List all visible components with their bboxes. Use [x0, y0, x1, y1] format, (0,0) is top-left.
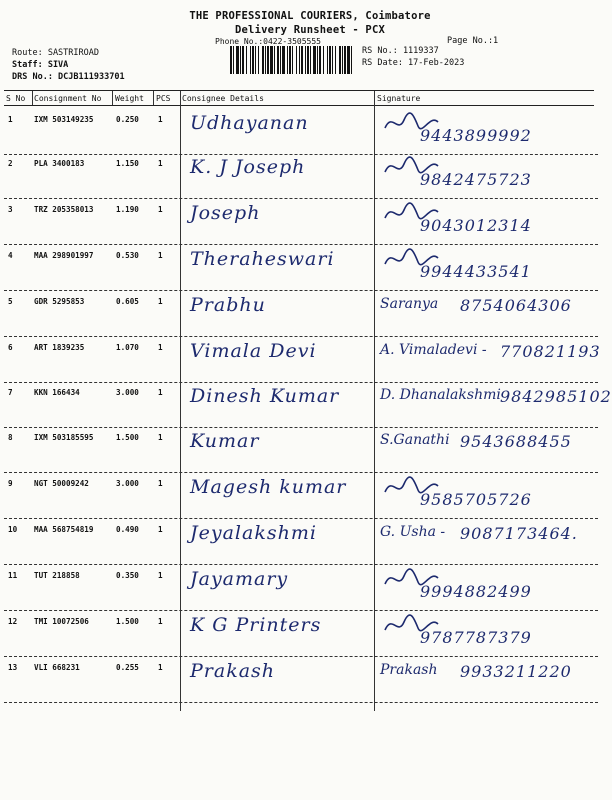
row-consignee-handwritten: Magesh kumar — [190, 476, 347, 498]
row-consignee-handwritten: K G Printers — [190, 614, 322, 636]
row-separator — [4, 427, 598, 428]
row-separator — [4, 610, 598, 611]
row-weight: 0.350 — [116, 571, 139, 580]
row-separator — [4, 472, 598, 473]
row-weight: 0.255 — [116, 663, 139, 672]
row-signature-phone: 9994882499 — [420, 582, 532, 601]
row-pcs: 1 — [158, 205, 163, 214]
row-pcs: 1 — [158, 525, 163, 534]
row-weight: 0.490 — [116, 525, 139, 534]
col-divider-signature — [374, 91, 375, 711]
staff: Staff: SIVA — [12, 60, 69, 70]
row-weight: 0.605 — [116, 297, 139, 306]
phone-number: Phone No.:0422-3505555 — [215, 37, 321, 46]
drs-number: DRS No.: DCJB111933701 — [12, 72, 125, 82]
row-signature-phone: 9933211220 — [460, 662, 572, 681]
row-consignment-no: TRZ 205358013 — [34, 205, 94, 214]
row-weight: 1.500 — [116, 617, 139, 626]
row-consignee-handwritten: Prakash — [190, 660, 276, 682]
row-consignment-no: MAA 298901997 — [34, 251, 94, 260]
row-separator — [4, 656, 598, 657]
row-consignment-no: IXM 503185595 — [34, 433, 94, 442]
row-signature-phone: 9842985102 — [500, 387, 612, 406]
row-pcs: 1 — [158, 663, 163, 672]
row-signature-phone: 9585705726 — [420, 490, 532, 509]
company-title: THE PROFESSIONAL COURIERS, Coimbatore — [189, 10, 431, 22]
row-sno: 5 — [8, 297, 13, 306]
row-separator — [4, 518, 598, 519]
row-weight: 3.000 — [116, 479, 139, 488]
row-sno: 13 — [8, 663, 18, 672]
row-separator — [4, 564, 598, 565]
col-header-weight: Weight — [115, 94, 144, 103]
row-sno: 11 — [8, 571, 18, 580]
row-consignment-no: MAA 568754819 — [34, 525, 94, 534]
row-pcs: 1 — [158, 433, 163, 442]
table-header-rule — [4, 105, 594, 106]
barcode — [230, 46, 354, 74]
row-sno: 3 — [8, 205, 13, 214]
row-consignment-no: ART 1839235 — [34, 343, 85, 352]
row-signature-phone: 9787787379 — [420, 628, 532, 647]
row-sno: 9 — [8, 479, 13, 488]
page-number: Page No.:1 — [447, 36, 499, 46]
runsheet-subtitle: Delivery Runsheet - PCX — [235, 24, 385, 36]
col-divider — [32, 91, 33, 105]
col-header-sno: S No — [6, 94, 26, 103]
row-consignment-no: VLI 668231 — [34, 663, 80, 672]
row-signature-text: D. Dhanalakshmi — [380, 387, 501, 403]
col-header-signature: Signature — [377, 94, 421, 103]
row-separator — [4, 336, 598, 337]
row-sno: 6 — [8, 343, 13, 352]
row-consignment-no: GDR 5295853 — [34, 297, 85, 306]
col-header-consignee: Consignee Details — [182, 94, 264, 103]
row-weight: 3.000 — [116, 388, 139, 397]
row-sno: 2 — [8, 159, 13, 168]
row-consignee-handwritten: Jayamary — [190, 568, 289, 590]
row-separator — [4, 154, 598, 155]
row-separator — [4, 198, 598, 199]
row-weight: 1.150 — [116, 159, 139, 168]
row-consignee-handwritten: Vimala Devi — [190, 340, 317, 362]
row-consignment-no: IXM 503149235 — [34, 115, 94, 124]
row-weight: 0.250 — [116, 115, 139, 124]
row-signature-phone: 9043012314 — [420, 216, 532, 235]
rs-date: RS Date: 17-Feb-2023 — [362, 58, 465, 68]
row-signature-phone: 770821193 — [500, 342, 601, 361]
col-divider-consignee — [180, 91, 181, 711]
row-signature-phone: 9842475723 — [420, 170, 532, 189]
row-signature-text: S.Ganathi — [380, 432, 450, 448]
row-sno: 12 — [8, 617, 18, 626]
row-signature-text: A. Vimaladevi - — [380, 342, 487, 358]
row-consignment-no: KKN 166434 — [34, 388, 80, 397]
row-separator — [4, 702, 598, 703]
row-pcs: 1 — [158, 617, 163, 626]
row-signature-phone: 9543688455 — [460, 432, 572, 451]
table-top-rule — [4, 90, 594, 91]
row-signature-text: Saranya — [380, 296, 439, 312]
col-divider — [153, 91, 154, 105]
row-separator — [4, 244, 598, 245]
row-sno: 10 — [8, 525, 18, 534]
col-header-consignment: Consignment No — [34, 94, 102, 103]
row-separator — [4, 382, 598, 383]
row-signature-phone: 8754064306 — [460, 296, 572, 315]
row-consignee-handwritten: Dinesh Kumar — [190, 385, 340, 407]
row-consignee-handwritten: Jeyalakshmi — [190, 522, 317, 544]
row-consignment-no: PLA 3400183 — [34, 159, 85, 168]
row-separator — [4, 290, 598, 291]
row-consignee-handwritten: Theraheswari — [190, 248, 335, 270]
row-pcs: 1 — [158, 297, 163, 306]
col-header-pcs: PCS — [156, 94, 171, 103]
row-consignee-handwritten: K. J Joseph — [190, 156, 306, 178]
row-consignee-handwritten: Kumar — [190, 430, 260, 452]
col-divider — [112, 91, 113, 105]
row-sno: 8 — [8, 433, 13, 442]
rs-number: RS No.: 1119337 — [362, 46, 439, 56]
row-pcs: 1 — [158, 479, 163, 488]
row-pcs: 1 — [158, 115, 163, 124]
row-weight: 0.530 — [116, 251, 139, 260]
row-pcs: 1 — [158, 159, 163, 168]
row-consignee-handwritten: Udhayanan — [190, 112, 309, 134]
row-signature-phone: 9944433541 — [420, 262, 532, 281]
row-pcs: 1 — [158, 388, 163, 397]
row-consignment-no: TMI 10072506 — [34, 617, 89, 626]
row-consignee-handwritten: Prabhu — [190, 294, 266, 316]
row-sno: 1 — [8, 115, 13, 124]
row-weight: 1.190 — [116, 205, 139, 214]
row-signature-text: G. Usha - — [380, 524, 446, 540]
row-pcs: 1 — [158, 251, 163, 260]
row-consignment-no: TUT 218858 — [34, 571, 80, 580]
row-consignment-no: NGT 50009242 — [34, 479, 89, 488]
row-pcs: 1 — [158, 571, 163, 580]
row-weight: 1.070 — [116, 343, 139, 352]
row-signature-text: Prakash — [380, 662, 438, 678]
row-pcs: 1 — [158, 343, 163, 352]
row-sno: 4 — [8, 251, 13, 260]
row-sno: 7 — [8, 388, 13, 397]
row-consignee-handwritten: Joseph — [190, 202, 261, 224]
row-signature-phone: 9443899992 — [420, 126, 532, 145]
route: Route: SASTRIROAD — [12, 48, 99, 58]
row-weight: 1.500 — [116, 433, 139, 442]
row-signature-phone: 9087173464. — [460, 524, 578, 543]
